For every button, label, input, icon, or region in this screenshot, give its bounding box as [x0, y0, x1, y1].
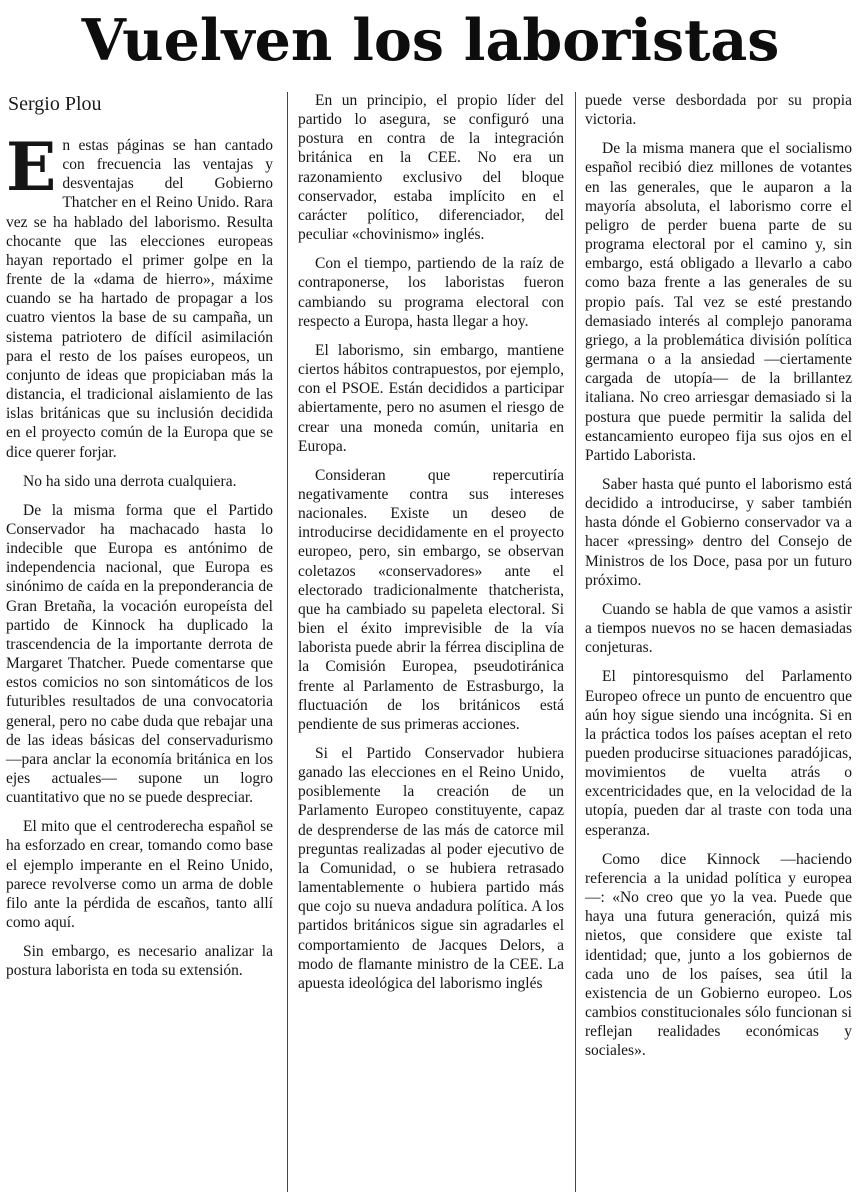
paragraph: Cuando se habla de que vamos a asistir a tiempos nuevos no se hacen demasiadas conjeturas.: [585, 600, 852, 657]
column-rule-1: [287, 92, 288, 1192]
paragraph: En un principio, el propio líder del partido lo asegura, se configuró una postura en contra de la integración británica en la CEE. No era un razonamiento exclusivo del bloque conservador, estaba implícito en el carácter político, diferenciador, del peculiar «chovinismo» inglés.: [298, 92, 564, 244]
paragraph: El laborismo, sin embargo, mantiene ciertos hábitos contrapuestos, por ejemplo, con el PSOE. Están decididos a participar abiertamente, pero no asumen el riesgo de crear una moneda común, unitaria en Europa.: [298, 341, 564, 455]
paragraph: Saber hasta qué punto el laborismo está decidido a introducirse, y saber también hasta dónde el Gobierno conservador va a hacer «pressing» dentro del Consejo de Ministros de los Doce, pasa por un futuro próximo.: [585, 475, 852, 589]
paragraph: [6, 128, 273, 462]
paragraph: Con el tiempo, partiendo de la raíz de contraponerse, los laboristas fueron cambiando su programa electoral con respecto a Europa, hasta llegar a hoy.: [298, 255, 564, 330]
paragraph: Sin embargo, es necesario analizar la postura laborista en toda su extensión.: [6, 943, 273, 980]
article-column-3: [585, 91, 852, 1071]
column-rule-2: [575, 92, 576, 1192]
paragraph: puede verse desbordada por su propia victoria.: [585, 92, 852, 129]
paragraph-text: n estas páginas se han cantado con frecuencia las ventajas y desventajas del Gobierno Thatcher en el Reino Unido. Rara vez se ha hablado del laborismo. Resulta chocante que las elecciones europeas hayan reportado el primer golpe en la frente de la «dama de hierro», máxime cuando se ha hartado de propagar a los cuatro vientos la base de su campaña, un sistema patriotero de difícil asimilación para el resto de los países europeos, un conjunto de ideas que propiciaban más la distancia, el tradicional aislamiento de las islas británicas que su inclusión decidida en el proyecto común de la Europa que se dice querer forjar.: [6, 137, 273, 461]
paragraph: De la misma manera que el socialismo español recibió diez millones de votantes en las generales, que le auparon a la mayoría absoluta, el laborismo corre el peligro de perder buena parte de su programa electoral por el camino y, sin embargo, está obligado a llevarlo a cabo como baza frente a las generales de su propio país. Tal vez se esté prestando demasiado interés al complejo panorama griego, a la problemática división política germana o a la ansiedad —ciertamente cargada de utopía— de la brillantez italiana. No creo arriesgar demasiado si la postura que puede permitir la salida del estancamiento europeo fija sus ojos en el Partido Laborista.: [585, 140, 852, 464]
paragraph: El mito que el centroderecha español se ha esforzado en crear, tomando como base el ejemplo imperante en el Reino Unido, parece revolverse como un arma de doble filo ante la pérdida de escaños, tanto allí como aquí.: [6, 818, 273, 932]
paragraph: No ha sido una derrota cualquiera.: [23, 472, 237, 490]
article-column-1: [6, 128, 273, 991]
paragraph: El pintoresquismo del Parlamento Europeo ofrece un punto de encuentro que aún hoy sigue siendo una incógnita. Si en la práctica todos los países aceptan el reto pueden producirse situaciones paradójicas, movimientos de vuelta atrás o excentricidades que, en la velocidad de la utopía, pueden dar al traste con toda una esperanza.: [585, 668, 852, 839]
paragraph: De la misma forma que el Partido Conservador ha machacado hasta lo indecible que Europa es antónimo de independencia nacional, que Europa es sinónimo de caída en la preponderancia de Gran Bretaña, la vocación europeísta del partido de Kinnock ha duplicado la trascendencia de la importante derrota de Margaret Thatcher. Puede comentarse que estos comicios no son sintomáticos de los futuribles resultados de una convocatoria general, pero no cabe duda que rebajar una de las ideas básicas del conservadurismo —para anclar la economía británica en los ejes actuales— supone un logro cuantitativo que no se puede despreciar.: [6, 501, 273, 807]
article-column-2: [298, 91, 564, 1003]
drop-cap: E: [6, 128, 57, 206]
paragraph: Si el Partido Conservador hubiera ganado las elecciones en el Reino Unido, posiblemente la creación de un Parlamento Europeo constituyente, capaz de desprenderse de las más de catorce mil preguntas realizadas al poder ejecutivo de la Comunidad, o se hubiera retrasado lamentablemente o hubiera partido más que cojo su nueva andadura política. A los partidos británicos sigue sin agradarles el comportamiento de Jacques Delors, a modo de flamante ministro de la CEE. La apuesta ideológica del laborismo inglés: [298, 745, 564, 992]
paragraph: Consideran que repercutiría negativamente contra sus intereses nacionales. Existe un deseo de introducirse decididamente en el proyecto europeo, pero, sin embargo, se observan coletazos «conservadores» ante el electorado tradicionalmente thatcherista, que ha cambiado su papeleta electoral. Si bien el éxito imprevisible de la vía laborista puede abrir la férrea disciplina de la Comisión Europea, pseudotiránica frente al Parlamento de Estrasburgo, la fluctuación de los británicos está pendiente de sus primeras acciones.: [298, 466, 564, 733]
byline: Sergio Plou: [8, 93, 102, 115]
paragraph: Como dice Kinnock —haciendo referencia a la unidad política y europea—: «No creo que yo la vea. Puede que haya una futura generación, quizá mis nietos, que considere que existe tal identidad; que, junto a los gobiernos de cada uno de los países, sea útil la existencia de un Gobierno europeo. Los cambios constitucionales sólo funcionan si reflejan realidades económicas y sociales».: [585, 850, 852, 1060]
headline: Vuelven los laboristas: [81, 7, 780, 74]
